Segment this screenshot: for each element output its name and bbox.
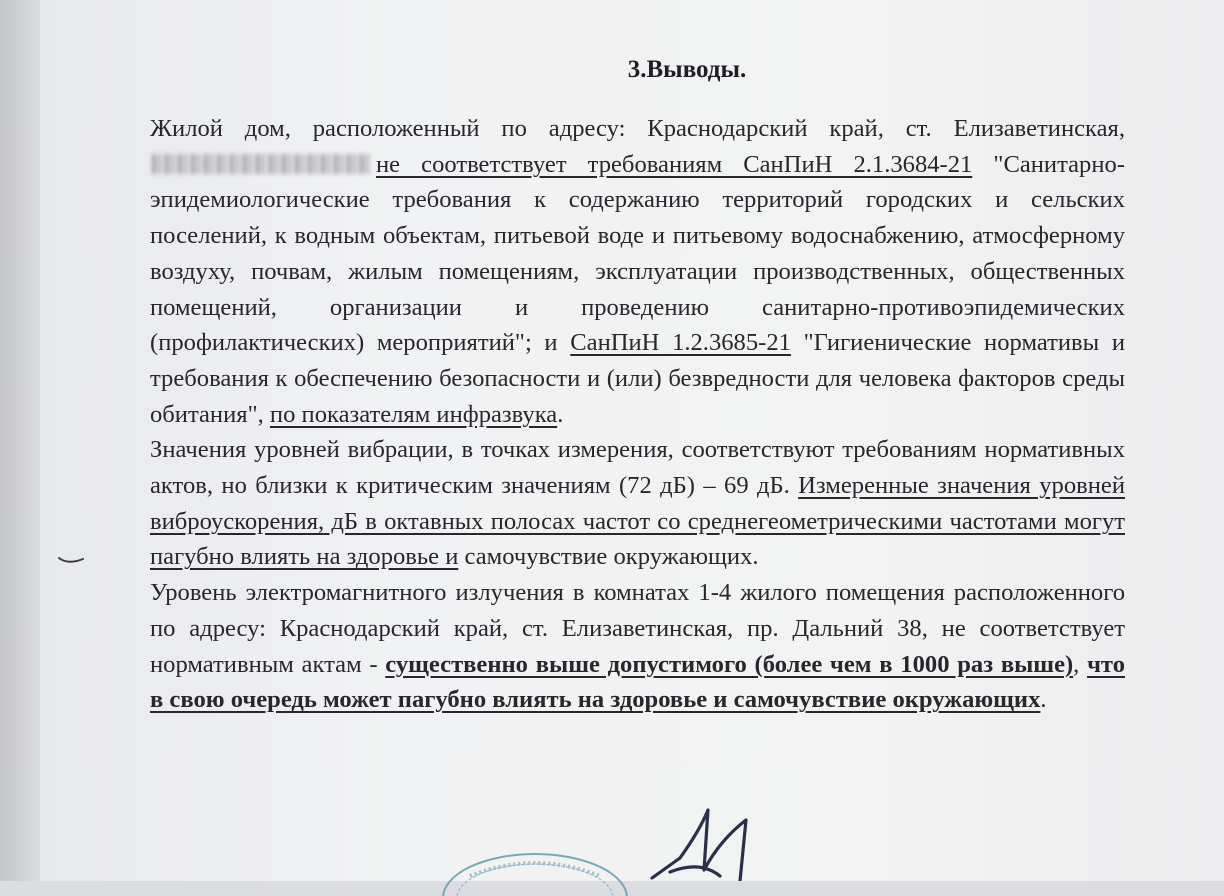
redacted-address	[152, 154, 370, 174]
text-emr-exceeds: существенно выше допустимого (более чем в 1000 раз выше)	[385, 650, 1074, 678]
text-not-compliant-sanpin-1: не соответствует требованиям СанПиН 2.1.3684-21	[376, 150, 973, 178]
text-emr-level: Уровень электромагнитного излучения в комнатах 1-4 жилого помещения расположенного по адресу: Краснодарский край, ст. Елизаветинская, пр. Дальний 38, не соответствует нормативным актам -	[150, 579, 1125, 678]
paragraph-emr	[150, 575, 1125, 718]
paragraph-vibration	[150, 432, 1125, 575]
text-final-period: .	[1040, 686, 1047, 714]
text-emr-harm: что в свою очередь может пагубно влиять на здоровье и самочувствие окружающих	[150, 650, 1125, 714]
margin-tick-mark	[58, 556, 84, 566]
text-sanpin-2-title: "Гигиенические нормативы и требования к обеспечению безопасности и (или) безвредности для человека факторов среды обитания",	[150, 329, 1125, 428]
text-infrasound-indicator: по показателям инфразвука	[269, 400, 558, 428]
text-sanpin-2-ref: СанПиН 1.2.3685-21	[570, 329, 791, 357]
text-sanpin-1-title: "Санитарно-эпидемиологические требования к содержанию территорий городских и сельских поселений, к водным объектам, питьевой воде и питьевому водоснабжению, атмосферному воздуху, почвам, жилым помещениям, эксплуатации производственных, общественных помещений, организации и проведению санитарно-противоэпидемических (профилактических) мероприятий"; и	[150, 150, 1125, 357]
text-vibration-values: Значения уровней вибрации, в точках измерения, соответствуют требованиям нормативных актов, но близки к критическим значениям (72 дБ) – 69 дБ.	[150, 436, 1125, 500]
handwritten-signature	[650, 800, 790, 881]
section-heading: 3.Выводы.	[627, 56, 747, 83]
text-period: .	[557, 400, 564, 428]
stamp-seal-partial	[430, 836, 640, 896]
text-vibration-harm: Измеренные значения уровней виброускорения, дБ в октавных полосах частот со среднегеометрическими частотами могут пагубно влиять на здоровье и	[150, 472, 1125, 571]
conclusions-body	[150, 111, 1125, 718]
paragraph-housing-conclusion	[150, 111, 1125, 432]
text-address-intro: Жилой дом, расположенный по адресу: Краснодарский край, ст. Елизаветинская,	[150, 115, 1125, 142]
text-vibration-wellbeing: самочувствие окружающих.	[458, 543, 759, 571]
text-comma: ,	[1073, 650, 1088, 678]
